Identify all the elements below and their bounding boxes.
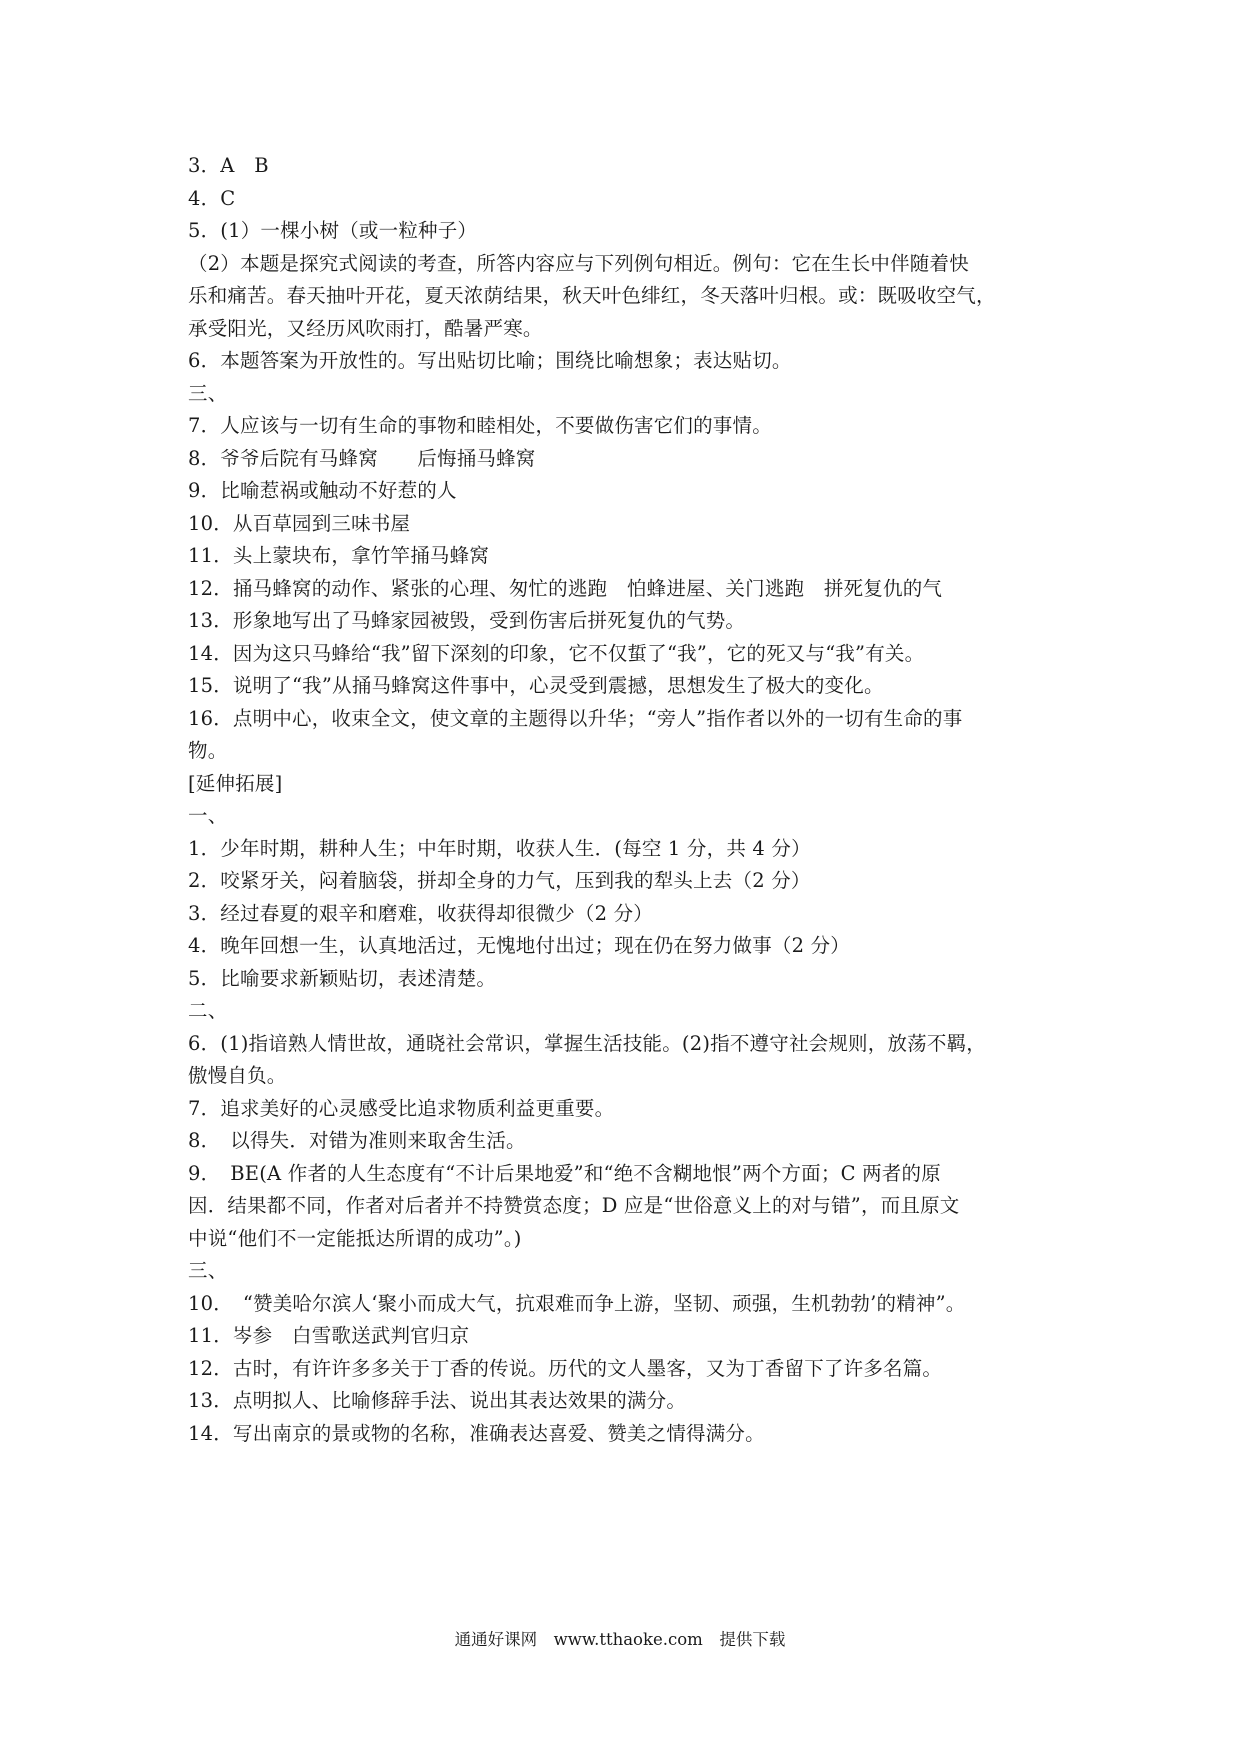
text-line: 5．比喻要求新颖贴切，表述清楚。	[188, 966, 497, 990]
answer-key-body	[188, 150, 1056, 1450]
text-line: 14．写出南京的景或物的名称，准确表达喜爱、赞美之情得满分。	[188, 1421, 765, 1445]
text-line: 11．岑参 白雪歌送武判官归京	[188, 1324, 470, 1347]
text-line: 4．C	[188, 186, 236, 210]
text-line: 12．古时，有许许多多关于丁香的传说。历代的文人墨客，又为丁香留下了许多名篇。	[188, 1356, 943, 1380]
text-line: 16．点明中心，收束全文，使文章的主题得以升华；“旁人”指作者以外的一切有生命的事	[188, 706, 963, 730]
text-line: 乐和痛苦。春天抽叶开花，夏天浓荫结果，秋天叶色绯红，冬天落叶归根。或：既吸收空气，	[188, 284, 996, 307]
text-line: 10． “赞美哈尔滨人‘聚小而成大气，抗艰难而争上游，坚韧、顽强，生机勃勃’的精神”。	[188, 1291, 966, 1315]
text-line: 7．人应该与一切有生命的事物和睦相处，不要做伤害它们的事情。	[188, 414, 772, 437]
text-line: 三、	[188, 381, 228, 405]
text-line: 14．因为这只马蜂给“我”留下深刻的印象，它不仅蜇了“我”，它的死又与“我”有关。	[188, 641, 925, 665]
text-line: 11．头上蒙块布，拿竹竿捅马蜂窝	[188, 544, 490, 567]
text-line: 13．形象地写出了马蜂家园被毁，受到伤害后拼死复仇的气势。	[188, 609, 746, 632]
text-line: 6．(1)指谙熟人情世故，通晓社会常识，掌握生活技能。(2)指不遵守社会规则，放荡不羁，	[188, 1031, 986, 1055]
text-line: 5．(1）一棵小树（或一粒种子）	[188, 219, 478, 242]
text-line: 三、	[188, 1259, 228, 1282]
text-line: 10．从百草园到三味书屋	[188, 511, 411, 535]
text-line: 中说“他们不一定能抵达所谓的成功”。)	[188, 1226, 522, 1250]
text-line: 13．点明拟人、比喻修辞手法、说出其表达效果的满分。	[188, 1389, 687, 1412]
text-line: 7．追求美好的心灵感受比追求物质利益更重要。	[188, 1096, 615, 1120]
text-line: 一、	[188, 804, 228, 827]
text-line: 物。	[188, 739, 228, 762]
text-line: 承受阳光，又经历风吹雨打，酷暑严寒。	[188, 316, 543, 340]
text-line: 傲慢自负。	[188, 1064, 287, 1087]
text-line: 8．爷爷后院有马蜂窝 后悔捅马蜂窝	[188, 446, 536, 470]
text-line: 2．咬紧牙关，闷着脑袋，拼却全身的力气，压到我的犁头上去（2 分）	[188, 869, 811, 892]
text-line: 3．经过春夏的艰辛和磨难，收获得却很微少（2 分）	[188, 901, 654, 925]
text-line: 二、	[188, 999, 228, 1022]
text-line: 12．捅马蜂窝的动作、紧张的心理、匆忙的逃跑 怕蜂进屋、关门逃跑 拼死复仇的气	[188, 576, 943, 600]
text-line: （2）本题是探究式阅读的考查，所答内容应与下列例句相近。例句：它在生长中伴随着快	[188, 251, 969, 275]
text-line: 9．比喻惹祸或触动不好惹的人	[188, 479, 457, 502]
text-line: 3．A B	[188, 154, 269, 177]
text-line: 15．说明了“我”从捅马蜂窝这件事中，心灵受到震撼，思想发生了极大的变化。	[188, 674, 884, 697]
text-line: 因．结果都不同，作者对后者并不持赞赏态度；D 应是“世俗意义上的对与错”，而且原文	[188, 1194, 960, 1217]
text-line: 6．本题答案为开放性的。写出贴切比喻；围绕比喻想象；表达贴切。	[188, 349, 792, 372]
text-line: 4．晚年回想一生，认真地活过，无愧地付出过；现在仍在努力做事（2 分）	[188, 934, 851, 957]
text-line: 9． BE(A 作者的人生态度有“不计后果地爱”和“绝不含糊地恨”两个方面；C 两者的原	[188, 1161, 941, 1185]
text-line: 8． 以得失．对错为准则来取舍生活。	[188, 1129, 526, 1152]
text-line: [延伸拓展]	[188, 771, 283, 795]
text-line: 1．少年时期，耕种人生；中年时期，收获人生．(每空 1 分，共 4 分）	[188, 836, 811, 860]
page-footer: 通通好课网 www.tthaoke.com 提供下载	[454, 1630, 786, 1649]
